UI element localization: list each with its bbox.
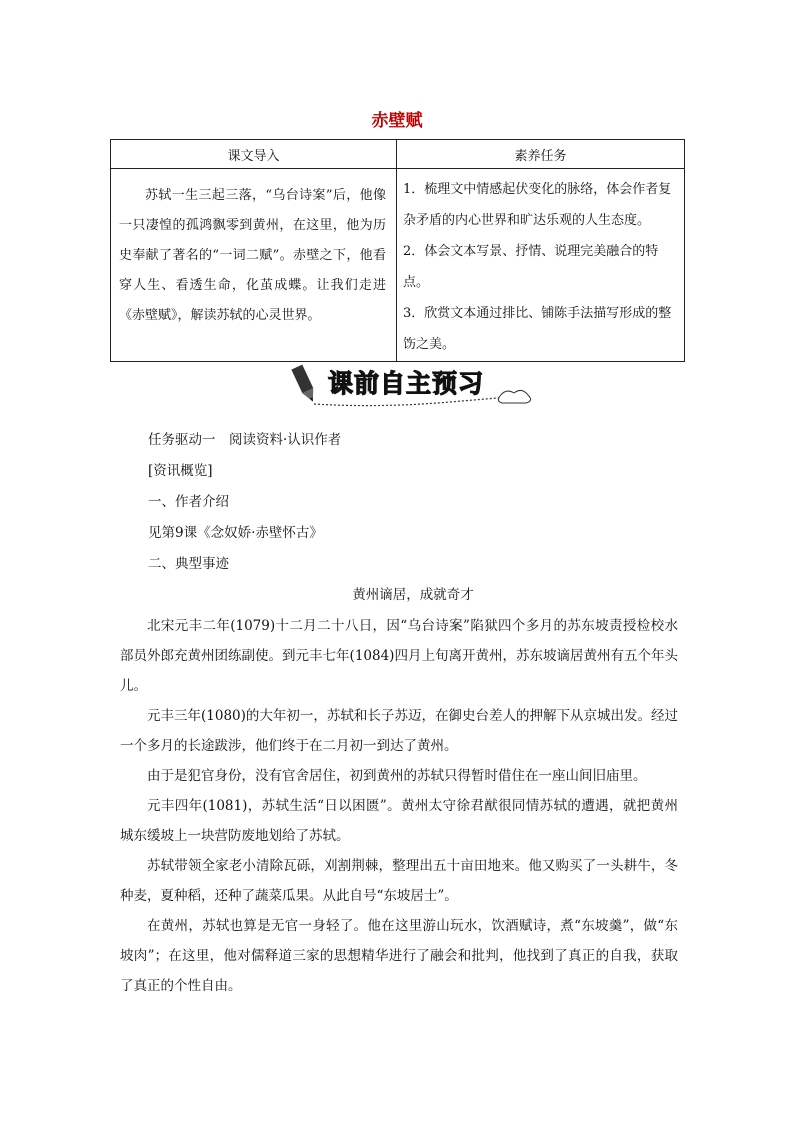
paragraph-block: [120, 611, 678, 1001]
section-heading: 二、典型事迹: [148, 556, 229, 572]
banner-text: 课前自主预习: [328, 369, 485, 398]
paragraph: 北宋元丰二年(1079)十二月二十八日，因“乌台诗案”陷狱四个多月的苏东坡责授检校水部员外郎充黄州团练副使。到元丰七年(1084)四月上旬离开黄州，苏东坡谪居黄州有五个年头儿。: [120, 618, 678, 694]
subtitle: 黄州谪居，成就奇才: [352, 587, 474, 603]
task-heading: 任务驱动一 阅读资料·认识作者: [148, 432, 342, 448]
task-item: 3．欣赏文本通过排比、铺陈手法描写形成的整饬之美。: [403, 306, 672, 352]
tasks-cell: [397, 169, 685, 362]
paragraph: 在黄州，苏轼也算是无官一身轻了。他在这里游山玩水，饮酒赋诗，煮“东坡羹”，做“东坡肉”；在这里，他对儒释道三家的思想精华进行了融会和批判，他找到了真正的自我，获取了真正的个性自由。: [120, 918, 678, 994]
table-header-intro: 课文导入: [111, 140, 397, 169]
reference-text: 见第9课《念奴娇·赤壁怀古》: [148, 525, 323, 541]
intro-cell: [111, 169, 397, 362]
section-banner: [290, 362, 540, 412]
paragraph: 元丰三年(1080)的大年初一，苏轼和长子苏迈，在御史台差人的押解下从京城出发。经过一个多月的长途跋涉，他们终于在二月初一到达了黄州。: [120, 708, 678, 754]
intro-table: [110, 139, 685, 362]
overview-label: [资讯概览]: [148, 463, 213, 479]
task-item: 1．梳理文中情感起伏变化的脉络，体会作者复杂矛盾的内心世界和旷达乐观的人生态度。: [403, 182, 672, 228]
main-content: [120, 425, 678, 1001]
task-item: 2．体会文本写景、抒情、说理完美融合的特点。: [403, 244, 659, 290]
section-heading: 一、作者介绍: [148, 494, 229, 510]
intro-text: 苏轼一生三起三落，“乌台诗案”后，他像一只凄惶的孤鸿飘零到黄州，在这里，他为历史奉献了著名的“一词二赋”。赤壁之下，他看穿人生、看透生命，化茧成蝶。让我们走进《赤壁赋》，解读苏轼的心灵世界。: [119, 188, 386, 323]
paragraph: 元丰四年(1081)，苏轼生活“日以困匮”。黄州太守徐君猷很同情苏轼的遭遇，就把黄州城东缓坡上一块营防废地划给了苏轼。: [120, 798, 678, 844]
paragraph: 苏轼带领全家老小清除瓦砾，刈割荆棘，整理出五十亩田地来。他又购买了一头耕牛，冬种麦，夏种稻，还种了蔬菜瓜果。从此自号“东坡居士”。: [120, 858, 678, 904]
page-title: 赤壁赋: [371, 111, 423, 131]
table-header-tasks: 素养任务: [397, 140, 685, 169]
paragraph: 由于是犯官身份，没有官舍居住，初到黄州的苏轼只得暂时借住在一座山间旧庙里。: [147, 768, 647, 784]
